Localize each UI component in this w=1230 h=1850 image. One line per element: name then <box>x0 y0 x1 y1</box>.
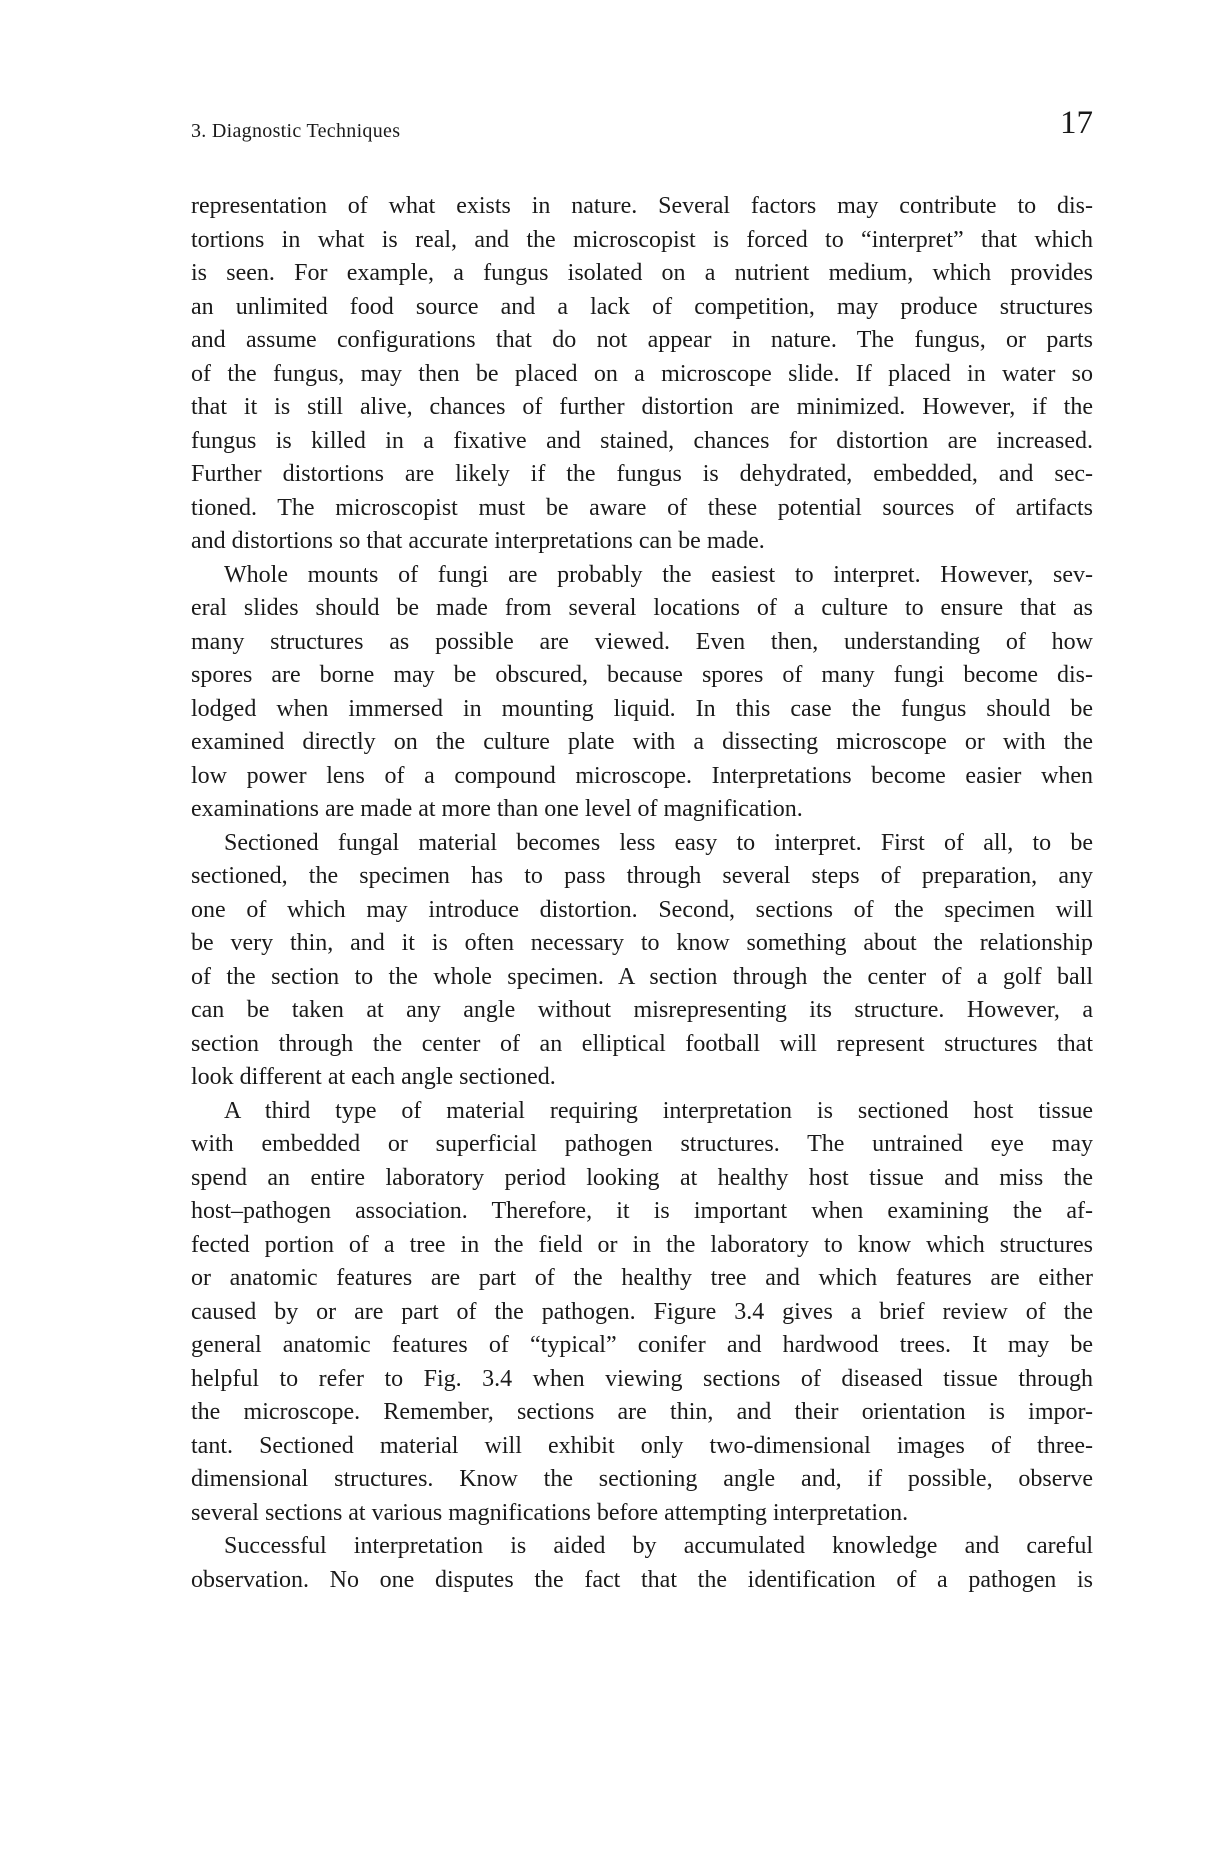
text-line: Sectioned fungal material becomes less easy to interpret. First of all, to be <box>224 829 1093 856</box>
text-line: spores are borne may be obscured, because spores of many fungi become dis- <box>191 662 1093 688</box>
text-line: sectioned, the specimen has to pass through several steps of preparation, any <box>191 863 1093 889</box>
text-line: spend an entire laboratory period looking at healthy host tissue and miss the <box>191 1164 1093 1191</box>
text-line: or anatomic features are part of the healthy tree and which features are either <box>191 1265 1093 1291</box>
text-line: is seen. For example, a fungus isolated on a nutrient medium, which provides <box>191 260 1093 286</box>
text-line: observation. No one disputes the fact that the identification of a pathogen is <box>191 1566 1093 1593</box>
text-line: fungus is killed in a fixative and stained, chances for distortion are increased. <box>191 427 1093 454</box>
text-line: with embedded or superficial pathogen structures. The untrained eye may <box>191 1131 1093 1157</box>
text-line: A third type of material requiring interpretation is sectioned host tissue <box>224 1097 1093 1124</box>
text-line: several sections at various magnifications before attempting interpretation. <box>191 1499 909 1526</box>
text-line: caused by or are part of the pathogen. Figure 3.4 gives a brief review of the <box>191 1298 1093 1325</box>
page-number: 17 <box>1060 105 1093 141</box>
text-line: eral slides should be made from several locations of a culture to ensure that as <box>191 595 1093 621</box>
text-line: host–pathogen association. Therefore, it is important when examining the af- <box>191 1198 1093 1224</box>
text-line: of the section to the whole specimen. A section through the center of a golf ball <box>191 963 1093 990</box>
text-line: fected portion of a tree in the field or in the laboratory to know which structures <box>191 1231 1093 1258</box>
text-line: low power lens of a compound microscope. Interpretations become easier when <box>191 762 1093 789</box>
text-line: Further distortions are likely if the fungus is dehydrated, embedded, and sec- <box>191 461 1093 487</box>
text-line: dimensional structures. Know the sectioning angle and, if possible, observe <box>191 1466 1093 1492</box>
text-line: the microscope. Remember, sections are thin, and their orientation is impor- <box>191 1399 1093 1425</box>
text-line: tioned. The microscopist must be aware of these potential sources of artifacts <box>191 494 1093 521</box>
text-line: representation of what exists in nature. Several factors may contribute to dis- <box>191 193 1093 219</box>
body-text <box>191 190 1093 1597</box>
text-line: lodged when immersed in mounting liquid. In this case the fungus should be <box>191 695 1093 722</box>
text-line: Successful interpretation is aided by accumulated knowledge and careful <box>224 1533 1093 1559</box>
text-line: can be taken at any angle without misrepresenting its structure. However, a <box>191 997 1093 1023</box>
running-head: 3. Diagnostic Techniques <box>191 120 401 142</box>
text-line: one of which may introduce distortion. Second, sections of the specimen will <box>191 896 1093 923</box>
text-line: look different at each angle sectioned. <box>191 1064 556 1090</box>
text-line: of the fungus, may then be placed on a microscope slide. If placed in water so <box>191 360 1093 387</box>
text-line: be very thin, and it is often necessary to know something about the relationship <box>191 930 1093 956</box>
text-line: helpful to refer to Fig. 3.4 when viewing sections of diseased tissue through <box>191 1365 1093 1392</box>
text-line: general anatomic features of “typical” conifer and hardwood trees. It may be <box>191 1332 1093 1358</box>
text-line: Whole mounts of fungi are probably the easiest to interpret. However, sev- <box>224 561 1093 588</box>
text-line: many structures as possible are viewed. Even then, understanding of how <box>191 628 1093 655</box>
text-line: and assume configurations that do not appear in nature. The fungus, or parts <box>191 327 1093 353</box>
text-line: section through the center of an elliptical football will represent structures that <box>191 1030 1093 1057</box>
text-line: examinations are made at more than one level of magnification. <box>191 796 803 822</box>
text-line: tortions in what is real, and the microscopist is forced to “interpret” that which <box>191 226 1093 253</box>
text-line: tant. Sectioned material will exhibit only two-dimensional images of three- <box>191 1432 1093 1459</box>
text-line: an unlimited food source and a lack of competition, may produce structures <box>191 293 1093 320</box>
text-line: examined directly on the culture plate with a dissecting microscope or with the <box>191 729 1093 755</box>
text-line: that it is still alive, chances of further distortion are minimized. However, if the <box>191 394 1093 420</box>
text-line: and distortions so that accurate interpretations can be made. <box>191 528 765 554</box>
